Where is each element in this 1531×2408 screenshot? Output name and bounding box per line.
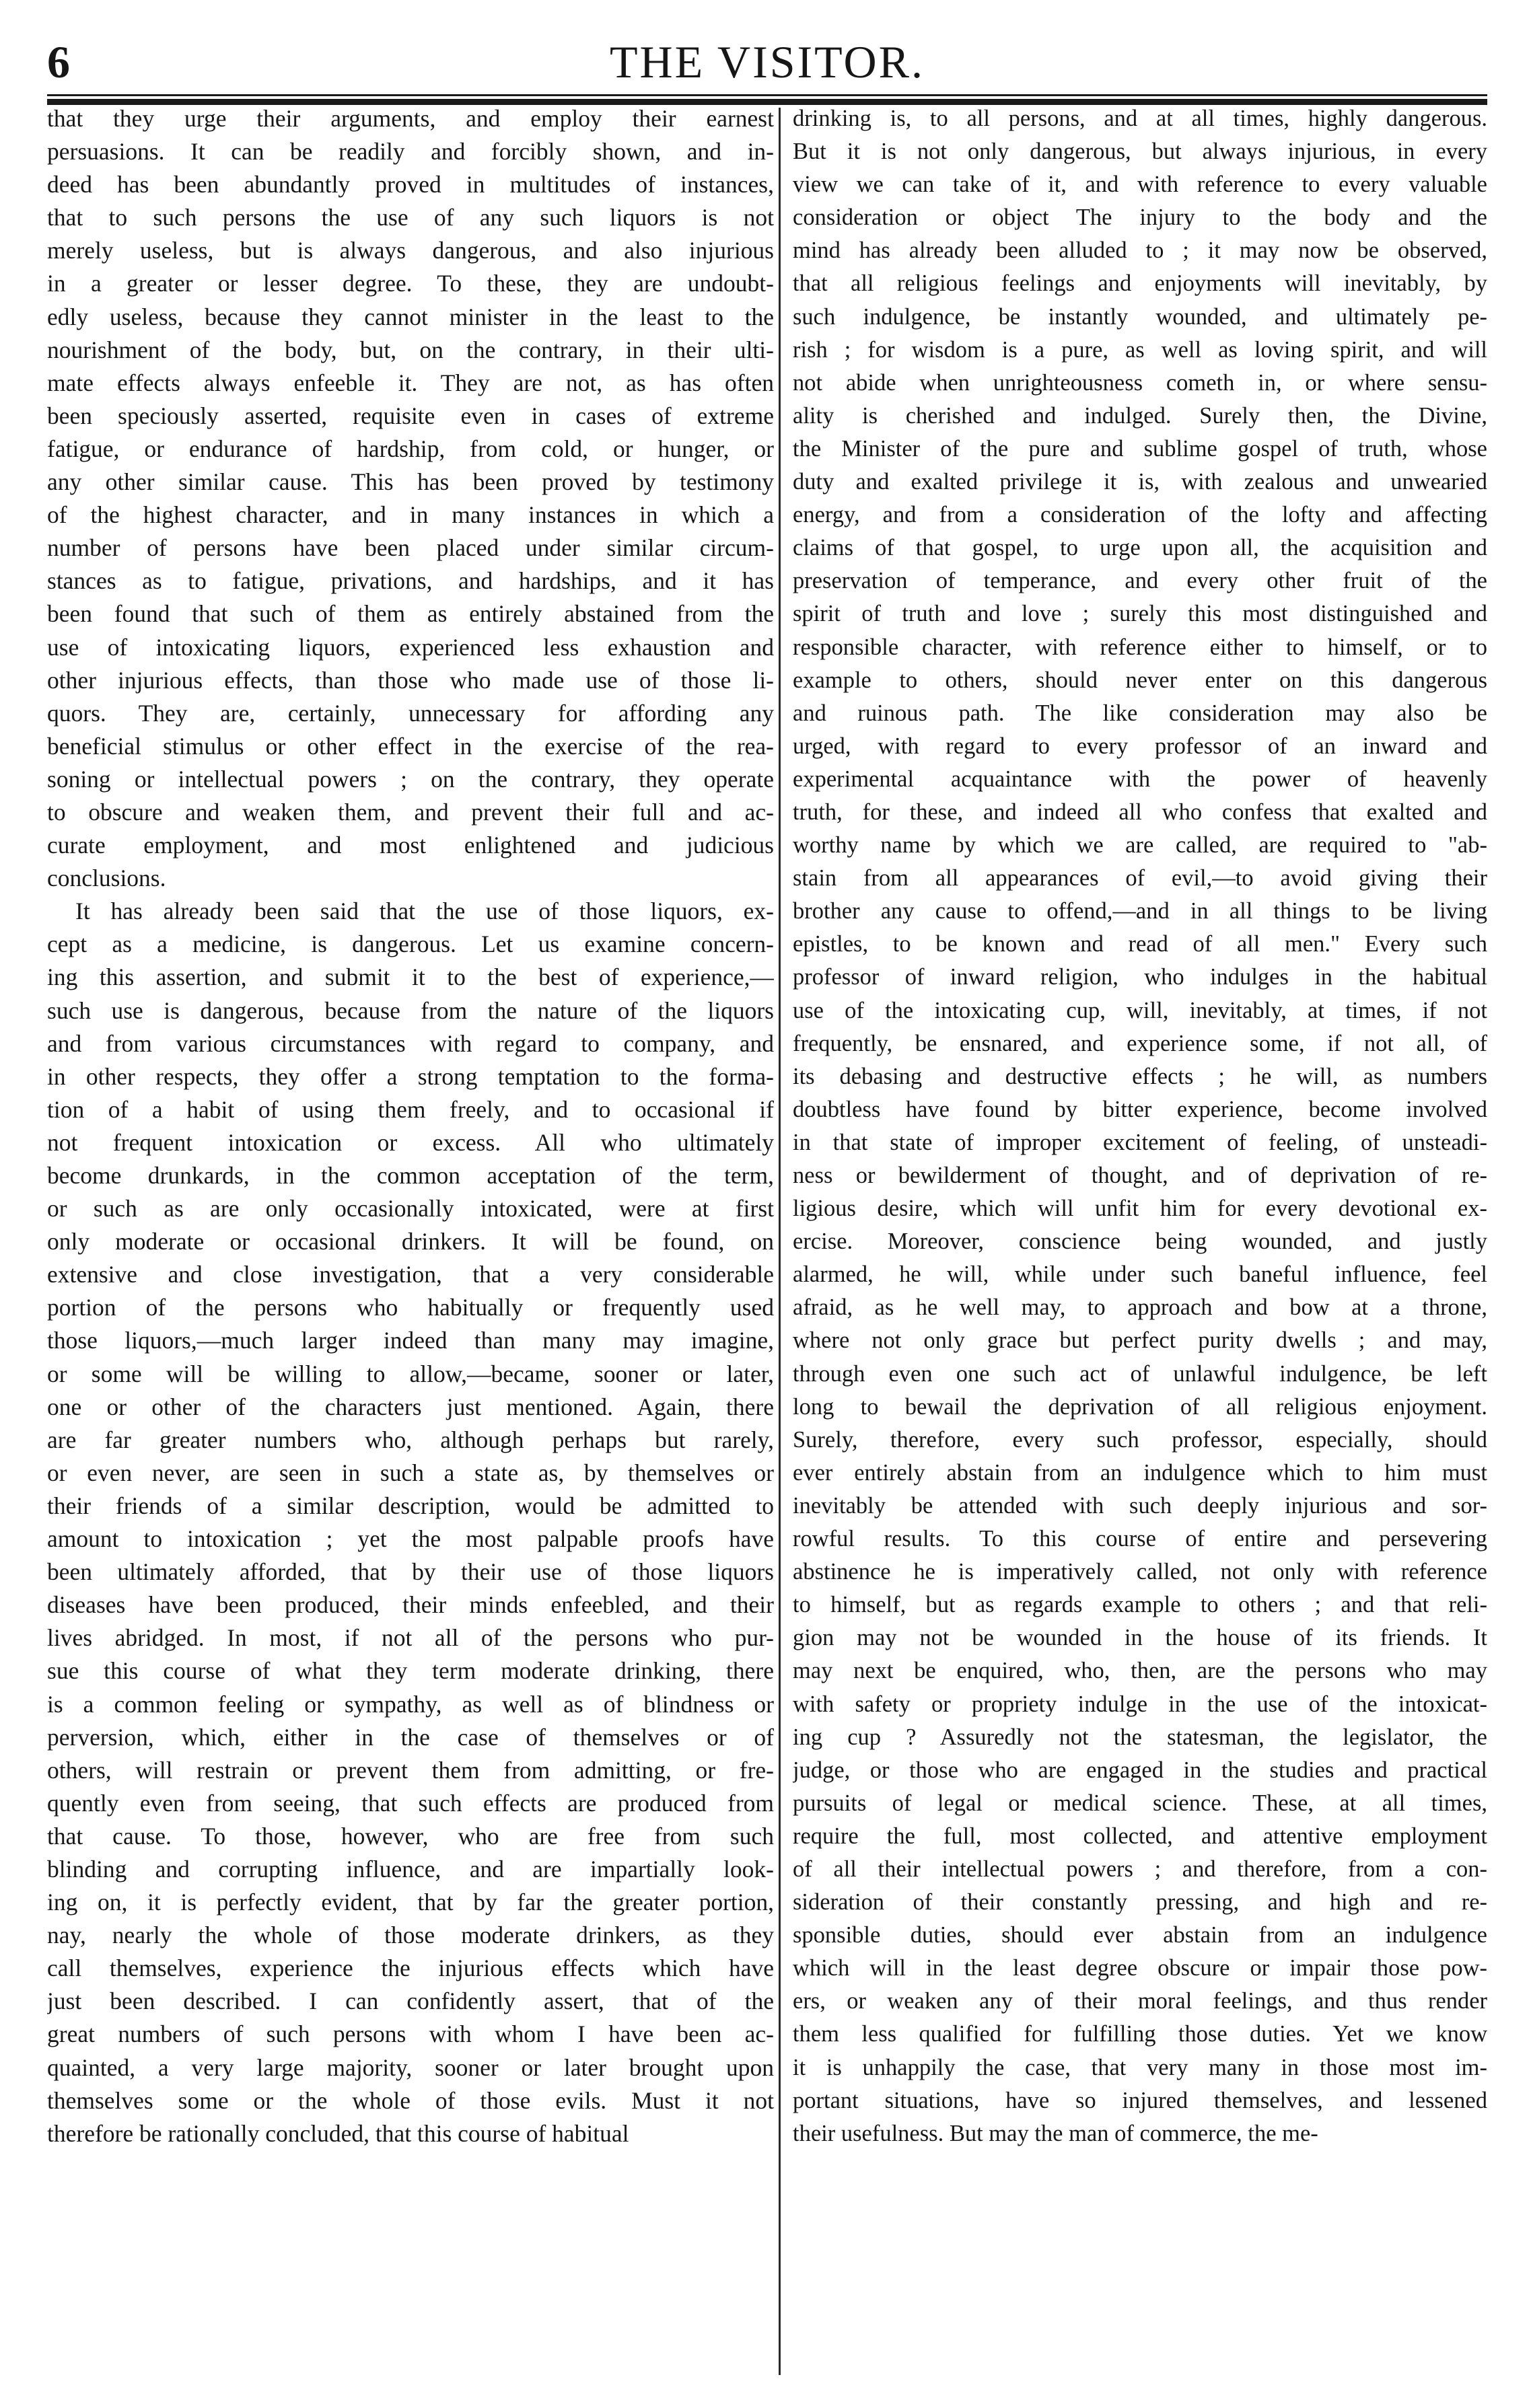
text-line: other injurious effects, than those who made use of those li- bbox=[47, 666, 774, 694]
text-line: blinding and corrupting influence, and are impartially look- bbox=[47, 1855, 774, 1883]
text-line: amount to intoxication ; yet the most palpable proofs have bbox=[47, 1525, 774, 1553]
text-line: to obscure and weaken them, and prevent their full and ac- bbox=[47, 798, 774, 826]
text-line: in that state of improper excitement of feeling, of unsteadi- bbox=[793, 1129, 1487, 1155]
text-line: soning or intellectual powers ; on the contrary, they operate bbox=[47, 765, 774, 793]
text-line: quently even from seeing, that such effects are produced from bbox=[47, 1789, 774, 1817]
text-line: extensive and close investigation, that a very considerable bbox=[47, 1261, 774, 1288]
text-line: or some will be willing to allow,—became, sooner or later, bbox=[47, 1360, 774, 1387]
text-line: preservation of temperance, and every other fruit of the bbox=[793, 568, 1487, 594]
text-line: frequently, be ensnared, and experience some, if not all, of bbox=[793, 1030, 1487, 1056]
text-line: those liquors,—much larger indeed than many may imagine, bbox=[47, 1327, 774, 1354]
text-line: claims of that gospel, to urge upon all, the acquisition and bbox=[793, 535, 1487, 561]
text-line: afraid, as he well may, to approach and bow at a throne, bbox=[793, 1294, 1487, 1321]
text-line: them less qualified for fulfilling those duties. Yet we know bbox=[793, 2021, 1487, 2047]
text-line: edly useless, because they cannot minister in the least to the bbox=[47, 303, 774, 330]
text-line: quainted, a very large majority, sooner or later brought upon bbox=[47, 2053, 774, 2081]
text-line: professor of inward religion, who indulges in the habitual bbox=[793, 964, 1487, 990]
text-line: which will in the least degree obscure or impair those pow- bbox=[793, 1955, 1487, 1981]
text-line: responsible character, with reference either to himself, or to bbox=[793, 634, 1487, 660]
text-line: ing on, it is perfectly evident, that by far the greater portion, bbox=[47, 1889, 774, 1916]
text-line: that they urge their arguments, and employ their earnest bbox=[47, 105, 774, 132]
text-line: ness or bewilderment of thought, and of deprivation of re- bbox=[793, 1163, 1487, 1188]
text-line: fatigue, or endurance of hardship, from cold, or hunger, or bbox=[47, 435, 774, 462]
text-line: epistles, to be known and read of all men." Every such bbox=[793, 931, 1487, 957]
text-line: that to such persons the use of any such liquors is not bbox=[47, 204, 774, 231]
text-line: with safety or propriety indulge in the use of the intoxicat- bbox=[793, 1691, 1487, 1717]
text-line: merely useless, but is always dangerous, and also injurious bbox=[47, 237, 774, 264]
text-line: cept as a medicine, is dangerous. Let us examine concern- bbox=[47, 931, 774, 958]
text-line: judge, or those who are engaged in the studies and practical bbox=[793, 1757, 1487, 1783]
header-rule-thin bbox=[47, 94, 1487, 96]
text-line: diseases have been produced, their minds enfeebled, and their bbox=[47, 1591, 774, 1619]
text-line: brother any cause to offend,—and in all things to be living bbox=[793, 898, 1487, 924]
text-line: of the highest character, and in many instances in which a bbox=[47, 501, 774, 529]
text-line: conclusions. bbox=[47, 865, 166, 892]
text-line: its debasing and destructive effects ; he will, as numbers bbox=[793, 1063, 1487, 1089]
text-line: doubtless have found by bitter experience, become involved bbox=[793, 1096, 1487, 1122]
text-line: pursuits of legal or medical science. These, at all times, bbox=[793, 1790, 1487, 1816]
text-line: view we can take of it, and with reference to every valuable bbox=[793, 172, 1487, 198]
text-line: Surely, therefore, every such professor, especially, should bbox=[793, 1426, 1487, 1453]
text-line: rowful results. To this course of entire and persevering bbox=[793, 1526, 1487, 1552]
text-line: sideration of their constantly pressing, and high and re- bbox=[793, 1889, 1487, 1916]
text-line: only moderate or occasional drinkers. It will be found, on bbox=[47, 1228, 774, 1255]
text-line: ality is cherished and indulged. Surely then, the Divine, bbox=[793, 402, 1487, 429]
text-line: that cause. To those, however, who are free from such bbox=[47, 1822, 774, 1850]
text-line: been found that such of them as entirely abstained from the bbox=[47, 600, 774, 628]
text-line: are far greater numbers who, although perhaps but rarely, bbox=[47, 1426, 774, 1453]
text-line: not frequent intoxication or excess. All who ultimately bbox=[47, 1128, 774, 1156]
text-line: others, will restrain or prevent them from admitting, or fre- bbox=[47, 1756, 774, 1784]
text-line: curate employment, and most enlightened and judicious bbox=[47, 832, 774, 859]
text-line: ers, or weaken any of their moral feelings, and thus render bbox=[793, 1988, 1487, 2014]
text-line: such use is dangerous, because from the nature of the liquors bbox=[47, 996, 774, 1024]
text-line: ercise. Moreover, conscience being wounded, and justly bbox=[793, 1229, 1487, 1255]
text-line: just been described. I can confidently assert, that of the bbox=[47, 1987, 774, 2015]
text-line: or such as are only occasionally intoxicated, were at first bbox=[47, 1195, 774, 1223]
text-line: persuasions. It can be readily and forcibly shown, and in- bbox=[47, 138, 774, 166]
text-line: themselves some or the whole of those evils. Must it not bbox=[47, 2086, 774, 2114]
text-line: number of persons have been placed under similar circum- bbox=[47, 534, 774, 562]
text-line: deed has been abundantly proved in multitudes of instances, bbox=[47, 171, 774, 198]
text-line: But it is not only dangerous, but always injurious, in every bbox=[793, 139, 1487, 165]
text-line: tion of a habit of using them freely, and to occasional if bbox=[47, 1095, 774, 1123]
masthead-title: THE VISITOR. bbox=[610, 36, 925, 87]
text-line: not abide when unrighteousness cometh in, or where sensu- bbox=[793, 369, 1487, 396]
text-line: require the full, most collected, and attentive employment bbox=[793, 1823, 1487, 1849]
text-line: duty and exalted privilege it is, with zealous and unwearied bbox=[793, 469, 1487, 495]
text-line: nourishment of the body, but, on the contrary, in their ulti- bbox=[47, 336, 774, 363]
text-line: alarmed, he will, while under such baneful influence, feel bbox=[793, 1262, 1487, 1288]
column-divider bbox=[779, 108, 781, 2375]
text-line: drinking is, to all persons, and at all times, highly dangerous. bbox=[793, 106, 1487, 131]
text-line: of all their intellectual powers ; and therefore, from a con- bbox=[793, 1856, 1487, 1882]
text-line: or even never, are seen in such a state as, by themselves or bbox=[47, 1459, 774, 1486]
text-line: lives abridged. In most, if not all of the persons who pur- bbox=[47, 1624, 774, 1652]
text-line: stances as to fatigue, privations, and hardships, and it has bbox=[47, 567, 774, 595]
text-line: perversion, which, either in the case of themselves or of bbox=[47, 1723, 774, 1751]
text-line: quors. They are, certainly, unnecessary for affording any bbox=[47, 699, 774, 727]
text-line: is a common feeling or sympathy, as well as of blindness or bbox=[47, 1690, 774, 1718]
text-line: energy, and from a consideration of the lofty and affecting bbox=[793, 502, 1487, 528]
text-line: mind has already been alluded to ; it may now be observed, bbox=[793, 238, 1487, 264]
text-line: portion of the persons who habitually or frequently used bbox=[47, 1294, 774, 1321]
text-line: mate effects always enfeeble it. They are not, as has often bbox=[47, 369, 774, 396]
text-line: rish ; for wisdom is a pure, as well as loving spirit, and will bbox=[793, 336, 1487, 363]
text-line: in other respects, they offer a strong temptation to the forma- bbox=[47, 1062, 774, 1090]
text-line: one or other of the characters just mentioned. Again, there bbox=[47, 1393, 774, 1420]
text-line: it is unhappily the case, that very many in those most im- bbox=[793, 2054, 1487, 2080]
page-number: 6 bbox=[47, 36, 70, 87]
text-line: and ruinous path. The like consideration may also be bbox=[793, 700, 1487, 726]
text-line: spirit of truth and love ; surely this most distinguished and bbox=[793, 601, 1487, 627]
text-line: in a greater or lesser degree. To these, they are undoubt- bbox=[47, 270, 774, 297]
text-line: worthy name by which we are called, are required to "ab- bbox=[793, 832, 1487, 859]
text-line: been speciously asserted, requisite even in cases of extreme bbox=[47, 402, 774, 429]
text-line: through even one such act of unlawful indulgence, be left bbox=[793, 1360, 1487, 1387]
text-line: great numbers of such persons with whom I have been ac- bbox=[47, 2020, 774, 2048]
text-line: may next be enquired, who, then, are the persons who may bbox=[793, 1658, 1487, 1684]
text-line: their usefulness. But may the man of commerce, the me- bbox=[793, 2120, 1318, 2146]
text-line: It has already been said that the use of those liquors, ex- bbox=[75, 898, 774, 925]
text-line: to himself, but as regards example to others ; and that reli- bbox=[793, 1592, 1487, 1618]
text-line: truth, for these, and indeed all who confess that exalted and bbox=[793, 799, 1487, 825]
text-line: their friends of a similar description, would be admitted to bbox=[47, 1492, 774, 1519]
text-line: and from various circumstances with regard to company, and bbox=[47, 1029, 774, 1057]
text-line: consideration or object The injury to the body and the bbox=[793, 205, 1487, 231]
text-line: use of intoxicating liquors, experienced less exhaustion and bbox=[47, 633, 774, 661]
text-line: become drunkards, in the common acceptation of the term, bbox=[47, 1162, 774, 1189]
right-column bbox=[793, 102, 1487, 2150]
text-line: where not only grace but perfect purity dwells ; and may, bbox=[793, 1327, 1487, 1354]
text-line: sponsible duties, should ever abstain from an indulgence bbox=[793, 1922, 1487, 1948]
text-line: the Minister of the pure and sublime gospel of truth, whose bbox=[793, 435, 1487, 462]
text-line: gion may not be wounded in the house of its friends. It bbox=[793, 1625, 1487, 1651]
text-line: call themselves, experience the injurious effects which have bbox=[47, 1955, 774, 1982]
text-line: inevitably be attended with such deeply injurious and sor- bbox=[793, 1492, 1487, 1519]
text-line: such indulgence, be instantly wounded, and ultimately pe- bbox=[793, 303, 1487, 330]
text-line: therefore be rationally concluded, that this course of habitual bbox=[47, 2119, 629, 2147]
text-line: use of the intoxicating cup, will, inevitably, at times, if not bbox=[793, 997, 1487, 1023]
text-line: ever entirely abstain from an indulgence which to him must bbox=[793, 1459, 1487, 1486]
text-line: ing this assertion, and submit it to the best of experience,— bbox=[47, 963, 774, 991]
text-line: been ultimately afforded, that by their use of those liquors bbox=[47, 1558, 774, 1586]
text-line: ing cup ? Assuredly not the statesman, the legislator, the bbox=[793, 1724, 1487, 1750]
text-line: stain from all appearances of evil,—to avoid giving their bbox=[793, 865, 1487, 891]
text-line: abstinence he is imperatively called, not only with reference bbox=[793, 1559, 1487, 1585]
text-line: any other similar cause. This has been proved by testimony bbox=[47, 468, 774, 496]
page-header bbox=[47, 35, 1487, 89]
text-line: that all religious feelings and enjoyments will inevitably, by bbox=[793, 270, 1487, 297]
text-line: ligious desire, which will unfit him for every devotional ex- bbox=[793, 1196, 1487, 1222]
text-line: sue this course of what they term moderate drinking, there bbox=[47, 1657, 774, 1685]
text-line: nay, nearly the whole of those moderate drinkers, as they bbox=[47, 1922, 774, 1949]
text-line: urged, with regard to every professor of an inward and bbox=[793, 733, 1487, 759]
left-column bbox=[47, 102, 774, 2150]
text-line: long to bewail the deprivation of all religious enjoyment. bbox=[793, 1393, 1487, 1420]
text-line: portant situations, have so injured themselves, and lessened bbox=[793, 2087, 1487, 2113]
text-line: experimental acquaintance with the power of heavenly bbox=[793, 766, 1487, 792]
text-line: example to others, should never enter on this dangerous bbox=[793, 667, 1487, 693]
text-line: beneficial stimulus or other effect in the exercise of the rea- bbox=[47, 732, 774, 760]
